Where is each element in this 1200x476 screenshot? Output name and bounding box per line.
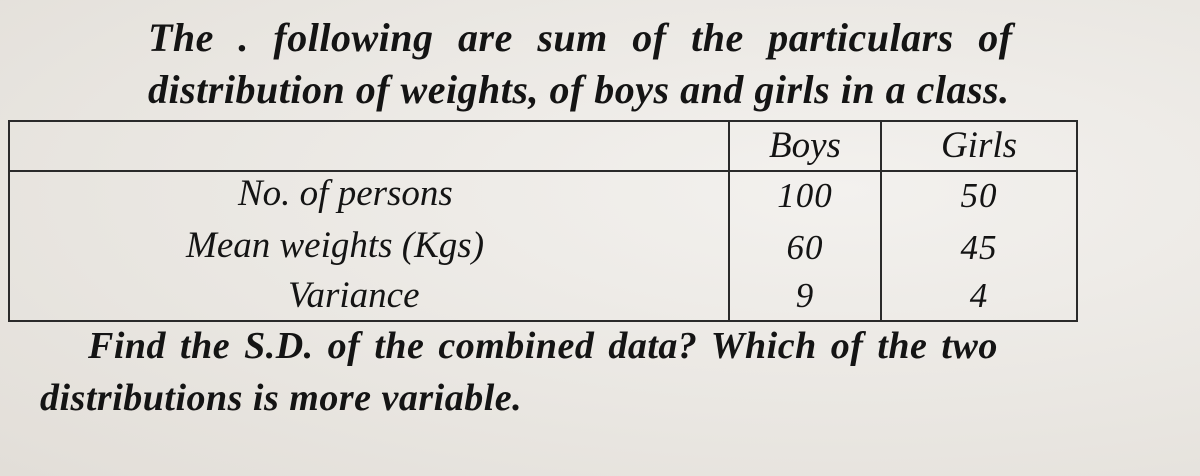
problem-text-line-1: The . following are sum of the particulars of xyxy=(148,15,1013,60)
header-boys: Boys xyxy=(769,125,841,166)
problem-text-line-4: distributions is more variable. xyxy=(40,377,523,419)
table-bottom-border xyxy=(8,320,1078,322)
cell-girls-variance: 4 xyxy=(969,276,989,315)
table-left-border xyxy=(8,120,10,322)
cell-boys-variance: 9 xyxy=(795,276,815,315)
table-header-divider xyxy=(8,170,1078,172)
table-right-border xyxy=(1076,120,1078,322)
cell-girls-mean: 45 xyxy=(960,228,998,267)
header-girls: Girls xyxy=(940,125,1018,166)
cell-boys-persons: 100 xyxy=(777,176,833,215)
row-label-variance: Variance xyxy=(288,275,420,316)
table-top-border xyxy=(8,120,1078,122)
row-label-persons: No. of persons xyxy=(238,173,453,214)
data-table xyxy=(8,120,1078,322)
problem-text-line-2: distribution of weights, of boys and girls in a class. xyxy=(148,67,1010,112)
cell-boys-mean: 60 xyxy=(786,228,824,267)
problem-text-line-3: Find the S.D. of the combined data? Which of the two xyxy=(88,325,998,367)
cell-girls-persons: 50 xyxy=(960,176,998,215)
row-label-mean: Mean weights (Kgs) xyxy=(186,225,485,266)
